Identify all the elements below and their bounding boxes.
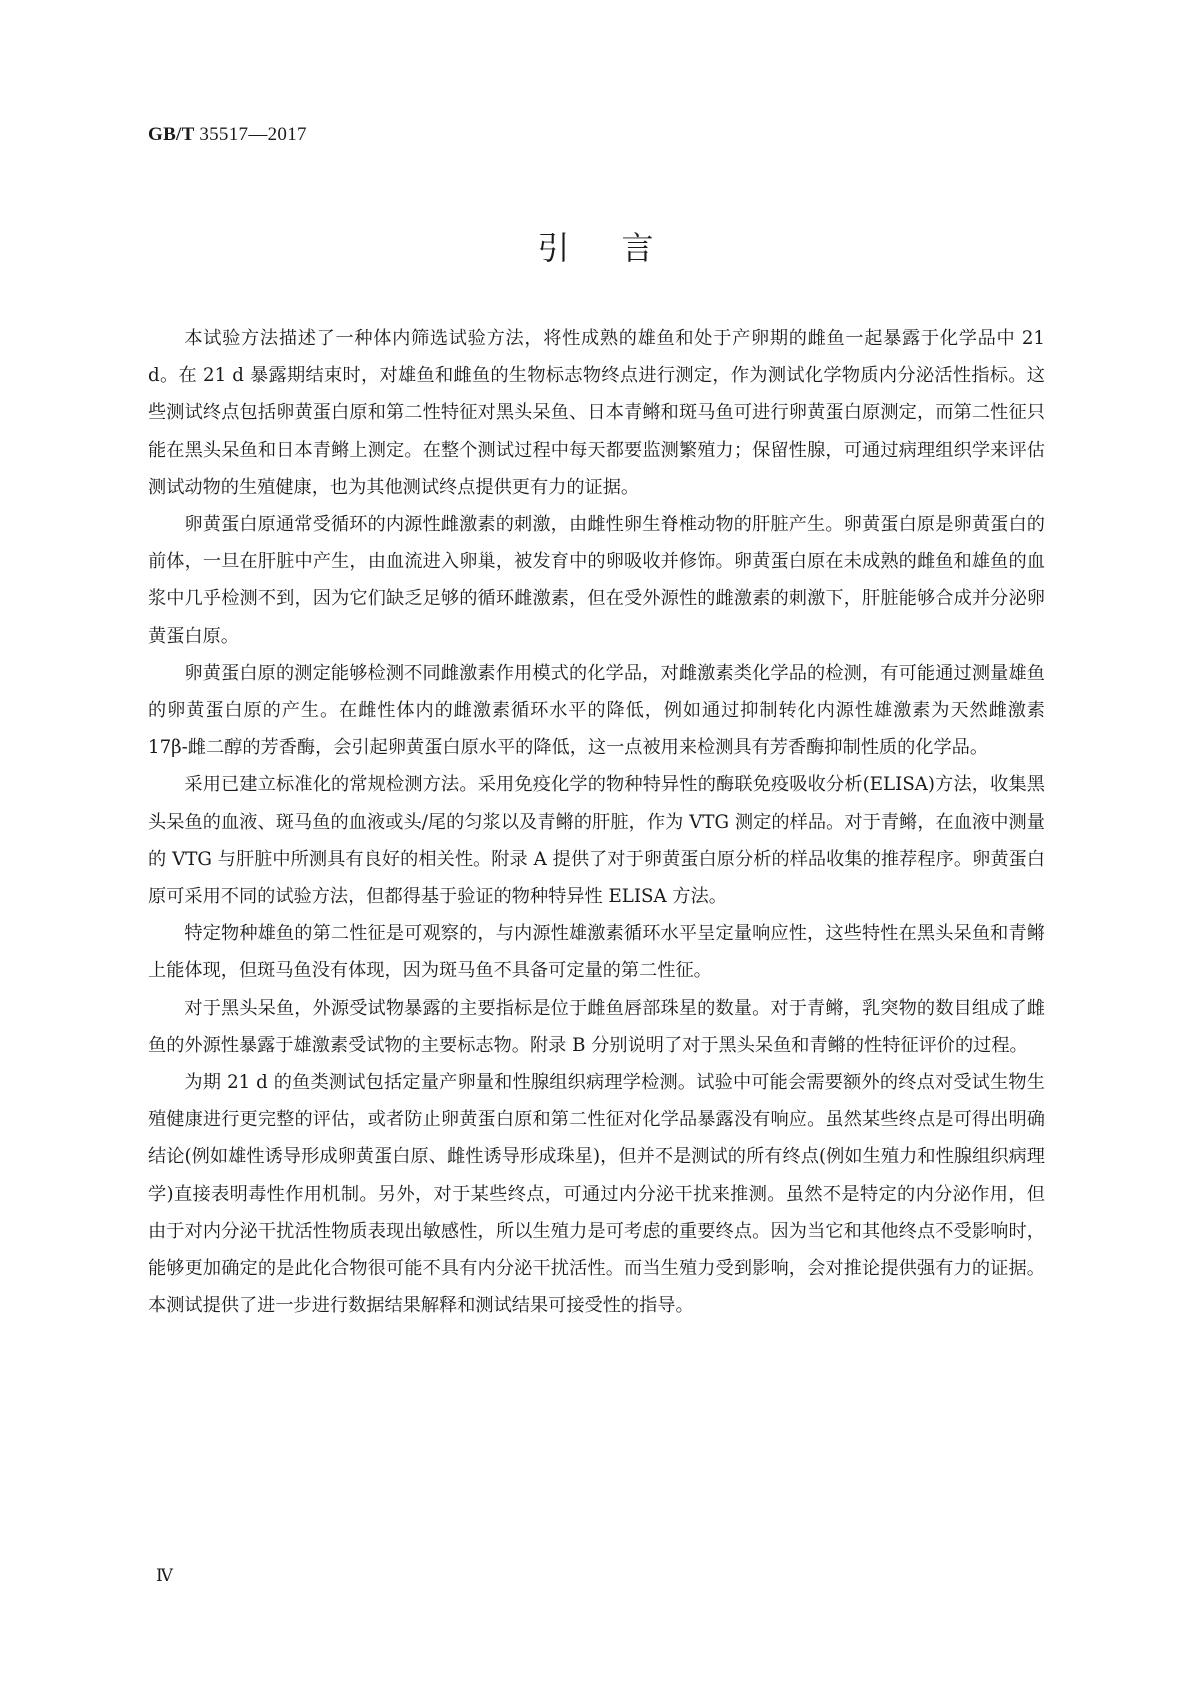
title-char-2: 言: [621, 229, 654, 267]
paragraph: 为期 21 d 的鱼类测试包括定量产卵量和性腺组织病理学检测。试验中可能会需要额外的终点对受试生物生殖健康进行更完整的评估，或者防止卵黄蛋白原和第二性征对化学品暴露没有响应。虽然某些终点是可得出明确结论(例如雄性诱导形成卵黄蛋白原、雌性诱导形成珠星)，但并不是测试的所有终点(例如生殖力和性腺组织病理学)直接表明毒性作用机制。另外，对于某些终点，可通过内分泌干扰来推测。虽然不是特定的内分泌作用，但由于对内分泌干扰活性物质表现出敏感性，所以生殖力是可考虑的重要终点。因为当它和其他终点不受影响时，能够更加确定的是此化合物很可能不具有内分泌干扰活性。而当生殖力受到影响，会对推论提供强有力的证据。本测试提供了进一步进行数据结果解释和测试结果可接受性的指导。: [148, 1072, 1045, 1317]
paragraph: 卵黄蛋白原通常受循环的内源性雌激素的刺激，由雌性卵生脊椎动物的肝脏产生。卵黄蛋白原是卵黄蛋白的前体，一旦在肝脏中产生，由血流进入卵巢，被发育中的卵吸收并修饰。卵黄蛋白原在未成熟的雌鱼和雄鱼的血浆中几乎检测不到，因为它们缺乏足够的循环雌激素，但在受外源性的雌激素的刺激下，肝脏能够合成并分泌卵黄蛋白原。: [148, 514, 1045, 647]
standard-number: 35517—2017: [199, 124, 307, 145]
paragraph: 采用已建立标准化的常规检测方法。采用免疫化学的物种特异性的酶联免疫吸收分析(ELISA)方法，收集黑头呆鱼的血液、斑马鱼的血液或头/尾的匀浆以及青鳉的肝脏，作为 VTG 测定的样品。对于青鳉，在血液中测量的 VTG 与肝脏中所测具有良好的相关性。附录 A 提供了对于卵黄蛋白原分析的样品收集的推荐程序。卵黄蛋白原可采用不同的试验方法，但都得基于验证的物种特异性 ELISA 方法。: [148, 774, 1045, 908]
introduction-body: [148, 320, 1045, 1324]
standard-code: GB/T: [148, 124, 195, 145]
paragraph: 卵黄蛋白原的测定能够检测不同雌激素作用模式的化学品，对雌激素类化学品的检测，有可能通过测量雄鱼的卵黄蛋白原的产生。在雌性体内的雌激素循环水平的降低，例如通过抑制转化内源性雄激素为天然雌激素 17β-雌二醇的芳香酶，会引起卵黄蛋白原水平的降低，这一点被用来检测具有芳香酶抑制性质的化学品。: [148, 662, 1045, 759]
page-number: Ⅳ: [156, 1566, 173, 1585]
title-char-1: 引: [537, 229, 570, 267]
paragraph: 特定物种雄鱼的第二性征是可观察的，与内源性雄激素循环水平呈定量响应性，这些特性在黑头呆鱼和青鳉上能体现，但斑马鱼没有体现，因为斑马鱼不具备可定量的第二性征。: [148, 923, 1045, 982]
paragraph: 对于黑头呆鱼，外源受试物暴露的主要指标是位于雌鱼唇部珠星的数量。对于青鳉，乳突物的数目组成了雌鱼的外源性暴露于雄激素受试物的主要标志物。附录 B 分别说明了对于黑头呆鱼和青鳉的性特征评价的过程。: [148, 997, 1045, 1056]
paragraph: 本试验方法描述了一种体内筛选试验方法，将性成熟的雄鱼和处于产卵期的雌鱼一起暴露于化学品中 21 d。在 21 d 暴露期结束时，对雄鱼和雌鱼的生物标志物终点进行测定，作为测试化学物质内分泌活性指标。这些测试终点包括卵黄蛋白原和第二性特征对黑头呆鱼、日本青鳉和斑马鱼可进行卵黄蛋白原测定，而第二性征只能在黑头呆鱼和日本青鳉上测定。在整个测试过程中每天都要监测繁殖力；保留性腺，可通过病理组织学来评估测试动物的生殖健康，也为其他测试终点提供更有力的证据。: [148, 328, 1045, 498]
standard-code-header: [148, 124, 307, 146]
page-title: [0, 228, 1191, 268]
